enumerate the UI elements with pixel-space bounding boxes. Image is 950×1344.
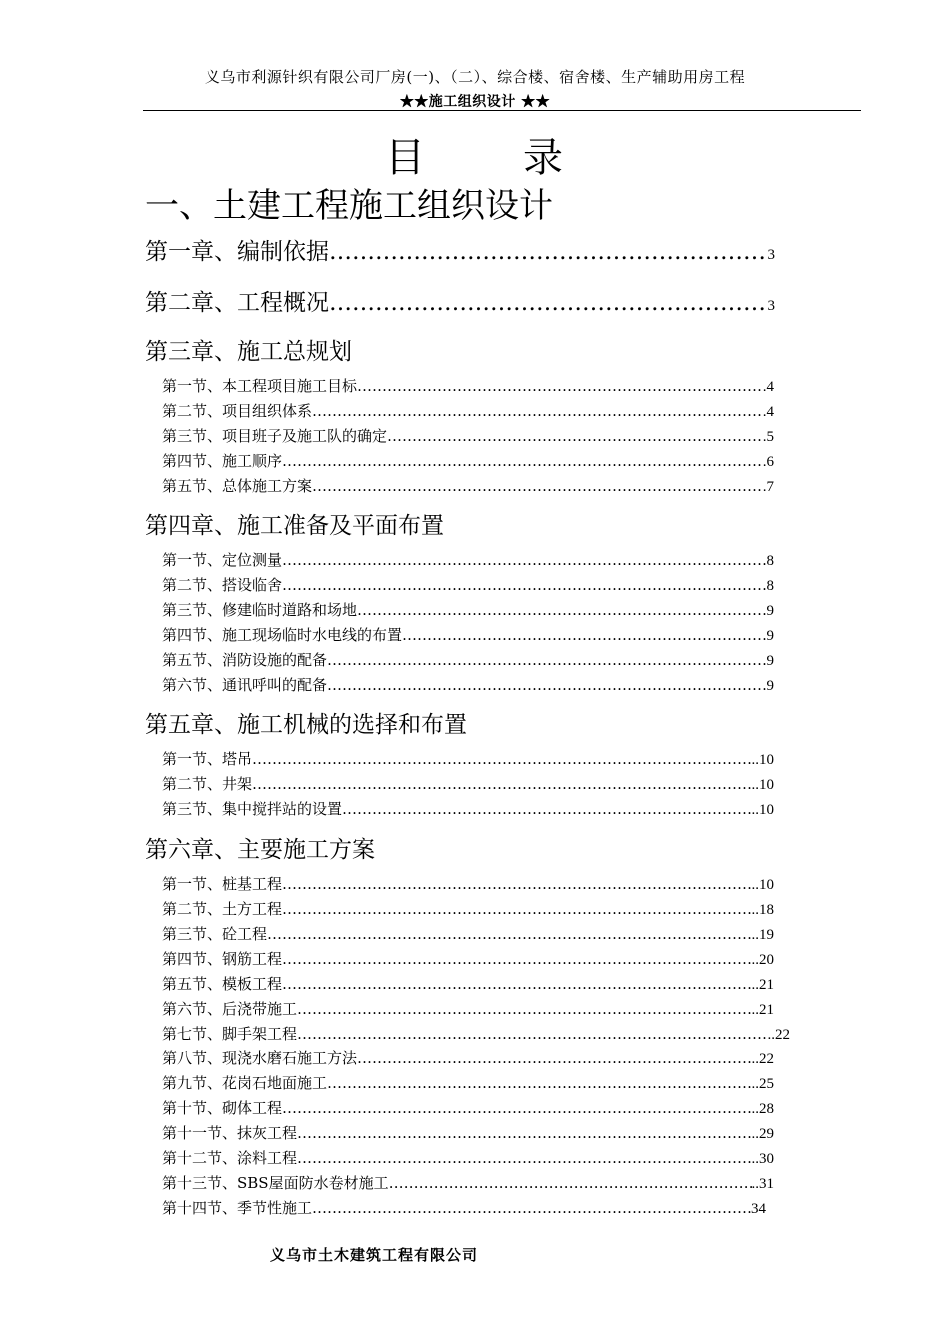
leader-dots <box>357 1049 751 1067</box>
toc-section[interactable] <box>162 1122 774 1143</box>
page-number: .5 <box>762 429 774 445</box>
toc-section[interactable] <box>162 624 774 645</box>
page-number: 34 <box>751 1201 766 1217</box>
toc-section[interactable] <box>162 1197 766 1218</box>
section-label: 第三节、集中搅拌站的设置 <box>162 800 343 818</box>
leader-dots <box>282 875 751 893</box>
leader-dots <box>297 1149 751 1167</box>
toc-section[interactable] <box>162 998 774 1019</box>
toc-section[interactable] <box>162 400 774 421</box>
leader-dots <box>387 427 763 445</box>
page-number: .7 <box>762 479 774 495</box>
section-label: 第六节、后浇带施工 <box>162 1000 298 1018</box>
toc-section[interactable] <box>162 748 774 769</box>
section-label: 第四节、施工顺序 <box>162 452 283 470</box>
leader-dots <box>402 626 766 644</box>
toc-chapter-3[interactable]: 第三章、施工总规划 <box>145 339 352 365</box>
leader-dots <box>252 750 751 768</box>
toc-section[interactable] <box>162 450 774 471</box>
section-label: 第十三节、SBS屋面防水卷材施工 <box>162 1174 389 1192</box>
page-number: 9 <box>766 678 774 694</box>
leader-dots <box>297 1025 767 1043</box>
leader-dots <box>282 576 766 594</box>
toc-chapter-1[interactable] <box>145 233 775 266</box>
leader-dots <box>297 1124 751 1142</box>
page-number: 3 <box>767 247 775 263</box>
chapter-label: 第一章、编制依据 <box>145 239 329 265</box>
page-number: ..10 <box>751 802 774 818</box>
page-number: ..10 <box>751 752 774 768</box>
toc-section[interactable] <box>162 1047 774 1068</box>
toc-title-left-char: 目 <box>385 135 427 181</box>
toc-chapter-5[interactable]: 第五章、施工机械的选择和布置 <box>145 712 467 738</box>
leader-dots <box>329 239 768 265</box>
toc-chapter-6[interactable]: 第六章、主要施工方案 <box>145 837 375 863</box>
toc-section[interactable] <box>162 674 774 695</box>
section-label: 第三节、修建临时道路和场地 <box>162 601 358 619</box>
page-number: 3 <box>767 298 775 314</box>
toc-section[interactable] <box>162 873 774 894</box>
leader-dots <box>312 1199 751 1217</box>
toc-title-right-char: 录 <box>523 135 565 181</box>
section-label: 第四节、施工现场临时水电线的布置 <box>162 626 403 644</box>
leader-dots <box>282 950 751 968</box>
leader-dots <box>267 925 751 943</box>
toc-section[interactable] <box>162 425 774 446</box>
section-label: 第一节、本工程项目施工目标 <box>162 377 358 395</box>
toc-section[interactable] <box>162 1097 774 1118</box>
toc-section[interactable] <box>162 1172 774 1193</box>
leader-dots <box>252 775 751 793</box>
section-label: 第一节、桩基工程 <box>162 875 283 893</box>
chapter-label: 第二章、工程概况 <box>145 290 329 316</box>
page-number: ..22 <box>767 1027 790 1043</box>
section-label: 第五节、模板工程 <box>162 975 283 993</box>
page-number: ..20 <box>751 952 774 968</box>
toc-section[interactable] <box>162 1023 790 1044</box>
toc-section[interactable] <box>162 1072 774 1093</box>
page-number: ..31 <box>751 1176 774 1192</box>
toc-chapter-4[interactable]: 第四章、施工准备及平面布置 <box>145 513 444 539</box>
page-number: ..10 <box>751 877 774 893</box>
section-label: 第三节、项目班子及施工队的确定 <box>162 427 388 445</box>
section-label: 第七节、脚手架工程 <box>162 1025 298 1043</box>
section-label: 第三节、砼工程 <box>162 925 268 943</box>
toc-chapter-2[interactable] <box>145 284 775 317</box>
page-number: .6 <box>762 454 774 470</box>
section-label: 第二节、搭设临舍 <box>162 576 283 594</box>
section-label: 第二节、井架 <box>162 775 253 793</box>
leader-dots <box>312 477 763 495</box>
section-label: 第十二节、涂料工程 <box>162 1149 298 1167</box>
toc-section[interactable] <box>162 574 774 595</box>
page-number: 9 <box>766 628 774 644</box>
page-number: 9 <box>766 653 774 669</box>
page-number: ..18 <box>751 902 774 918</box>
footer-company-name: 义乌市土木建筑工程有限公司 <box>270 1246 479 1264</box>
leader-dots <box>357 377 763 395</box>
section-label: 第六节、通讯呼叫的配备 <box>162 676 328 694</box>
leader-dots <box>357 601 766 619</box>
leader-dots <box>282 900 751 918</box>
toc-section[interactable] <box>162 649 774 670</box>
leader-dots <box>327 676 766 694</box>
page-number: ..19 <box>751 927 774 943</box>
page-number: ..28 <box>751 1101 774 1117</box>
leader-dots <box>389 1174 752 1192</box>
leader-dots <box>329 290 768 316</box>
toc-section[interactable] <box>162 948 774 969</box>
leader-dots <box>312 402 763 420</box>
header-subtitle: ★★施工组织设计 ★★ <box>399 94 551 110</box>
page-number: ..21 <box>751 1002 774 1018</box>
section-label: 第八节、现浇水磨石施工方法 <box>162 1049 358 1067</box>
section-label: 第十一节、抹灰工程 <box>162 1124 298 1142</box>
page-number: 9 <box>766 603 774 619</box>
leader-dots <box>282 1099 751 1117</box>
toc-section[interactable] <box>162 1147 774 1168</box>
section-label: 第十节、砌体工程 <box>162 1099 283 1117</box>
page-number: .4 <box>762 404 774 420</box>
section-label: 第十四节、季节性施工 <box>162 1199 313 1217</box>
toc-section[interactable] <box>162 549 774 570</box>
leader-dots <box>282 452 763 470</box>
part-title: 一、土建工程施工组织设计 <box>145 186 553 226</box>
page-number: ..22 <box>751 1051 774 1067</box>
section-label: 第五节、消防设施的配备 <box>162 651 328 669</box>
page-number: ..30 <box>751 1151 774 1167</box>
section-label: 第四节、钢筋工程 <box>162 950 283 968</box>
toc-section[interactable] <box>162 475 774 496</box>
header-project-title: 义乌市利源针织有限公司厂房(一)、（二）、综合楼、宿舍楼、生产辅助用房工程 <box>204 68 746 86</box>
toc-section[interactable] <box>162 375 774 396</box>
leader-dots <box>282 551 766 569</box>
leader-dots <box>327 651 766 669</box>
toc-section[interactable] <box>162 599 774 620</box>
toc-section[interactable] <box>162 898 774 919</box>
page-number: ..21 <box>751 977 774 993</box>
section-label: 第五节、总体施工方案 <box>162 477 313 495</box>
section-label: 第一节、定位测量 <box>162 551 283 569</box>
page-number: ..10 <box>751 777 774 793</box>
leader-dots <box>327 1074 751 1092</box>
page-number: .4 <box>762 379 774 395</box>
section-label: 第二节、项目组织体系 <box>162 402 313 420</box>
section-label: 第二节、土方工程 <box>162 900 283 918</box>
page-number: ..29 <box>751 1126 774 1142</box>
toc-section[interactable] <box>162 923 774 944</box>
leader-dots <box>342 800 751 818</box>
toc-section[interactable] <box>162 973 774 994</box>
section-label: 第一节、塔吊 <box>162 750 253 768</box>
toc-section[interactable] <box>162 798 774 819</box>
toc-title <box>0 126 950 183</box>
section-label: 第九节、花岗石地面施工 <box>162 1074 328 1092</box>
header-divider <box>143 110 861 111</box>
page-number: 8 <box>766 553 774 569</box>
leader-dots <box>282 975 751 993</box>
toc-section[interactable] <box>162 773 774 794</box>
leader-dots <box>297 1000 751 1018</box>
page-number: ..25 <box>751 1076 774 1092</box>
page-number: 8 <box>766 578 774 594</box>
